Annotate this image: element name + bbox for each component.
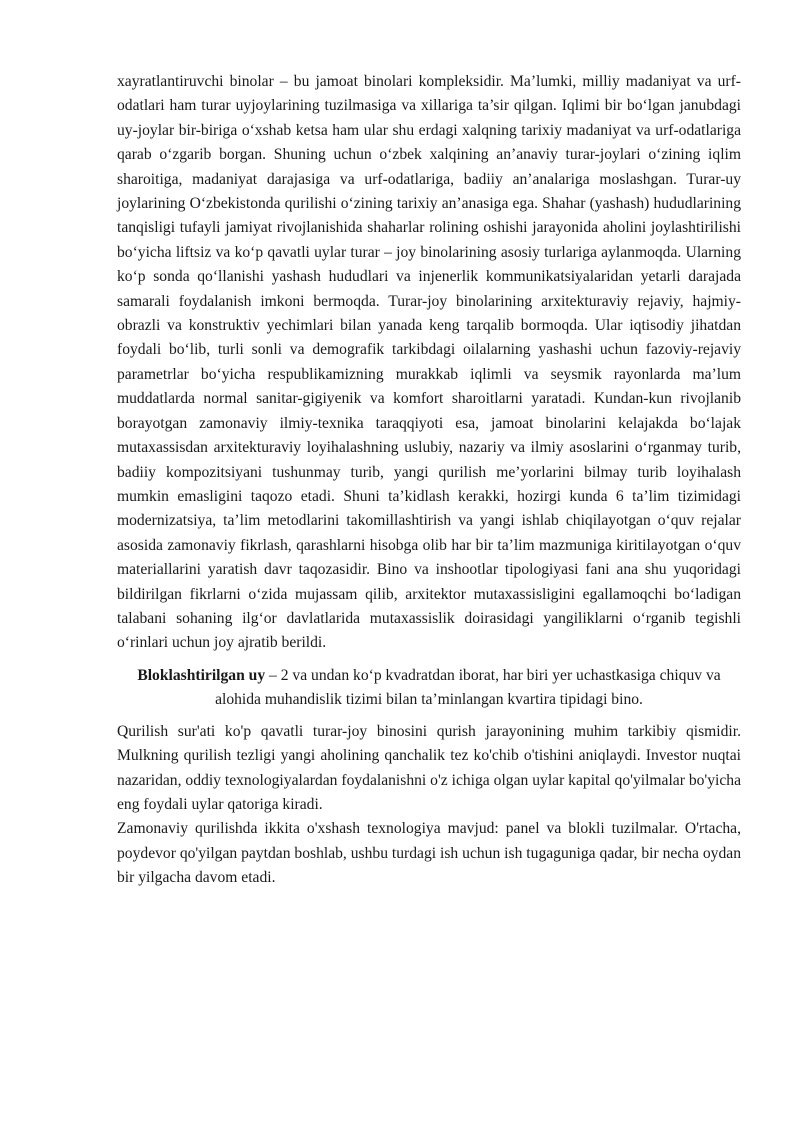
definition-term: Bloklashtirilgan uy	[137, 666, 266, 684]
definition-block	[117, 664, 741, 712]
body-paragraph-2: Qurilish sur'ati ko'p qavatli turar-joy binosini qurish jarayonining muhim tarkibiy qismidir. Mulkning qurilish tezligi yangi aholining qanchalik tez ko'chib o'tishini aniqlaydi. Investor nuqtai nazaridan, oddiy texnologiyalardan foydalanishni o'z ichiga olgan uylar kapital qo'yilmalar bo'yicha eng foydali uylar qatoriga kiradi.	[117, 722, 741, 813]
body-paragraph-1: xayratlantiruvchi binolar – bu jamoat binolari kompleksidir. Ma’lumki, milliy madaniyat va urf-odatlari ham turar uyjoylarining tuzilmasiga va xillariga ta’sir qilgan. Iqlimi bir bo‘lgan janubdagi uy-joylar bir-biriga o‘xshab ketsa ham ular shu erdagi xalqning tarixiy madaniyat va urf-odatlariga qarab o‘zgarib borgan. Shuning uchun o‘zbek xalqining an’anaviy turar-joylari o‘zining iqlim sharoitiga, madaniyat darajasiga va urf-odatlariga, badiiy an’analariga moslashgan. Turar-uy joylarining O‘zbekistonda qurilishi o‘zining tarixiy an’anasiga ega. Shahar (yashash) hududlarining tanqisligi tufayli jamiyat rivojlanishida shaharlar rolining oshishi jarayonida aholini joylashtirilishi bo‘yicha liftsiz va ko‘p qavatli uylar turar – joy binolarining asosiy turlariga aylanmoqda. Ularning ko‘p sonda qo‘llanishi yashash hududlari va injenerlik kommunikatsiyalaridan yetarli darajada samarali foydalanish imkoni bermoqda. Turar-joy binolarining arxitekturaviy rejaviy, hajmiy-obrazli va konstruktiv yechimlari bilan yanada keng tarqalib bormoqda. Ular iqtisodiy jihatdan foydali bo‘lib, turli sonli va demografik tarkibdagi oilalarning yashashi uchun fazoviy-rejaviy parametrlar bo‘yicha respublikamizning murakkab iqlimli va seysmik rayonlarda ma’lum muddatlarda normal sanitar-gigiyenik va komfort sharoitlarni yaratadi. Kundan-kun rivojlanib borayotgan zamonaviy ilmiy-texnika taraqqiyoti esa, jamoat binolarini kelajakda bo‘lajak mutaxassisdan arxitekturaviy loyihalashning uslubiy, nazariy va ilmiy asoslarini o‘rganmay turib, badiiy kompozitsiyani tushunmay turib, yangi qurilish me’yorlarini bilmay turib loyihalash mumkin emasligini taqozo etadi. Shuni ta’kidlash kerakki, hozirgi kunda 6 ta’lim tizimidagi modernizatsiya, ta’lim metodlarini takomillashtirish va yangi ishlab chiqilayotgan o‘quv rejalar asosida zamonaviy fikrlash, qarashlarni hisobga olib har bir ta’lim mazmuniga kiritilayotgan o‘quv materiallarini yaratish davr taqozasidir. Bino va inshootlar tipologiyasi fani ana shu yuqoridagi bildirilgan fikrlarni o‘zida mujassam qilib, arxitektor mutaxassisligini egallamoqchi bo‘ladigan talabani sohaning ilg‘or davlatlarida mutaxassislik doirasidagi yangiliklarni o‘rganib tegishli o‘rinlari uchun joy ajratib berildi.	[117, 73, 741, 652]
document-page	[117, 70, 741, 891]
body-paragraph-3: Zamonaviy qurilishda ikkita o'xshash texnologiya mavjud: panel va blokli tuzilmalar. O'rtacha, poydevor qo'yilgan paytdan boshlab, ushbu turdagi ish uchun ish tugaguniga qadar, bir necha oydan bir yilgacha davom etadi.	[117, 820, 741, 887]
definition-text: – 2 va undan ko‘p kvadratdan iborat, har biri yer uchastkasiga chiquv va alohida muhandislik tizimi bilan ta’minlangan kvartira tipidagi bino.	[215, 666, 721, 708]
